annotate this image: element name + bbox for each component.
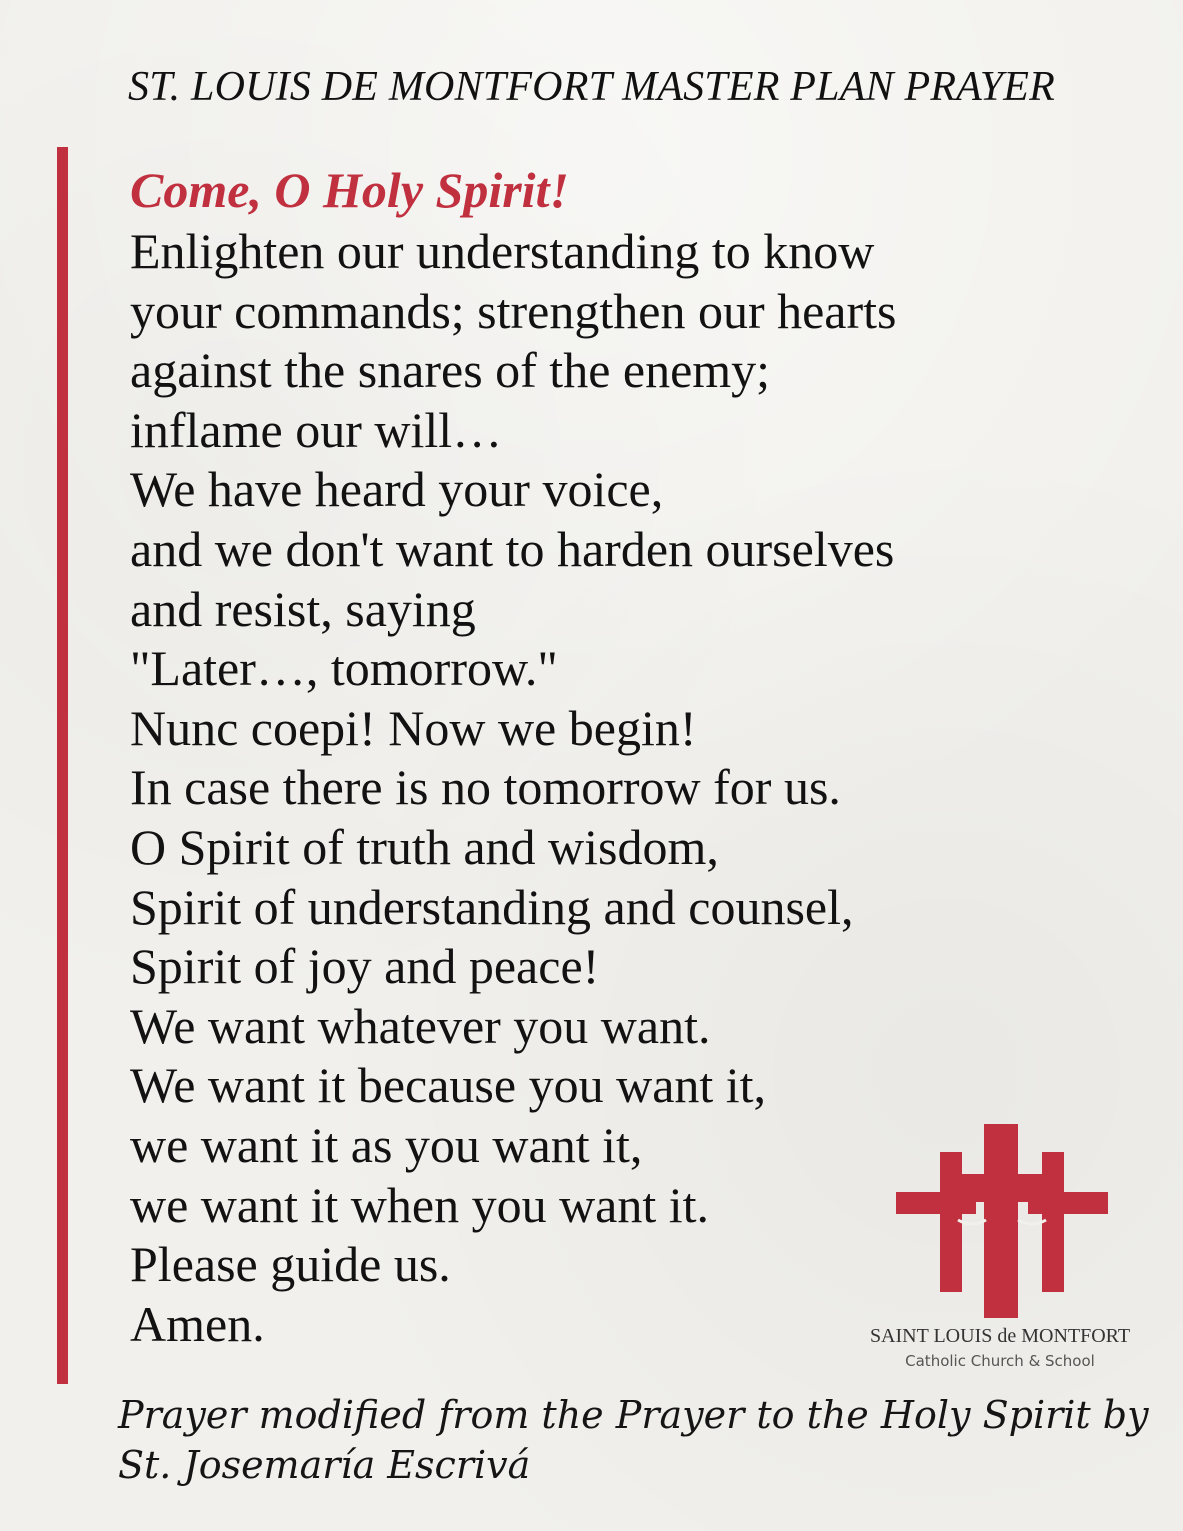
prayer-line: Enlighten our understanding to know xyxy=(130,223,875,279)
prayer-line: Nunc coepi! Now we begin! xyxy=(130,699,697,756)
prayer-heading: Come, O Holy Spirit! xyxy=(130,162,569,218)
prayer-line: Spirit of understanding and counsel, xyxy=(130,878,854,935)
attribution-line-2: St. Josemaría Escrivá xyxy=(118,1443,531,1487)
prayer-line: Please guide us. xyxy=(130,1236,451,1293)
prayer-line: and resist, saying xyxy=(130,580,476,637)
attribution-line-1: Prayer modified from the Prayer to the Holy Spirit by xyxy=(118,1393,1149,1437)
prayer-line: "Later…, tomorrow." xyxy=(130,640,558,697)
prayer-line: Amen. xyxy=(130,1295,265,1352)
logo-name: SAINT LOUIS de MONTFORT xyxy=(869,1325,1131,1347)
prayer-line: against the snares of the enemy; xyxy=(130,342,771,399)
prayer-line: your commands; strengthen our hearts xyxy=(130,282,897,339)
page-title: ST. LOUIS DE MONTFORT MASTER PLAN PRAYER xyxy=(128,64,1055,110)
prayer-line: we want it as you want it, xyxy=(130,1116,643,1173)
prayer-line: we want it when you want it. xyxy=(130,1176,710,1233)
prayer-line: We want it because you want it, xyxy=(130,1057,767,1114)
attribution xyxy=(118,1390,1149,1490)
prayer-line: We want whatever you want. xyxy=(130,997,711,1054)
prayer-line: Spirit of joy and peace! xyxy=(130,938,600,995)
prayer-line: O Spirit of truth and wisdom, xyxy=(130,818,719,875)
three-crosses-icon xyxy=(892,1122,1112,1322)
prayer-line: and we don't want to harden ourselves xyxy=(130,520,895,577)
prayer-line: We have heard your voice, xyxy=(130,461,664,518)
accent-bar xyxy=(57,147,68,1384)
church-logo xyxy=(840,1118,1160,1378)
logo-subtitle: Catholic Church & School xyxy=(905,1352,1095,1370)
prayer-line: inflame our will… xyxy=(130,401,503,458)
prayer-line: In case there is no tomorrow for us. xyxy=(130,759,841,816)
